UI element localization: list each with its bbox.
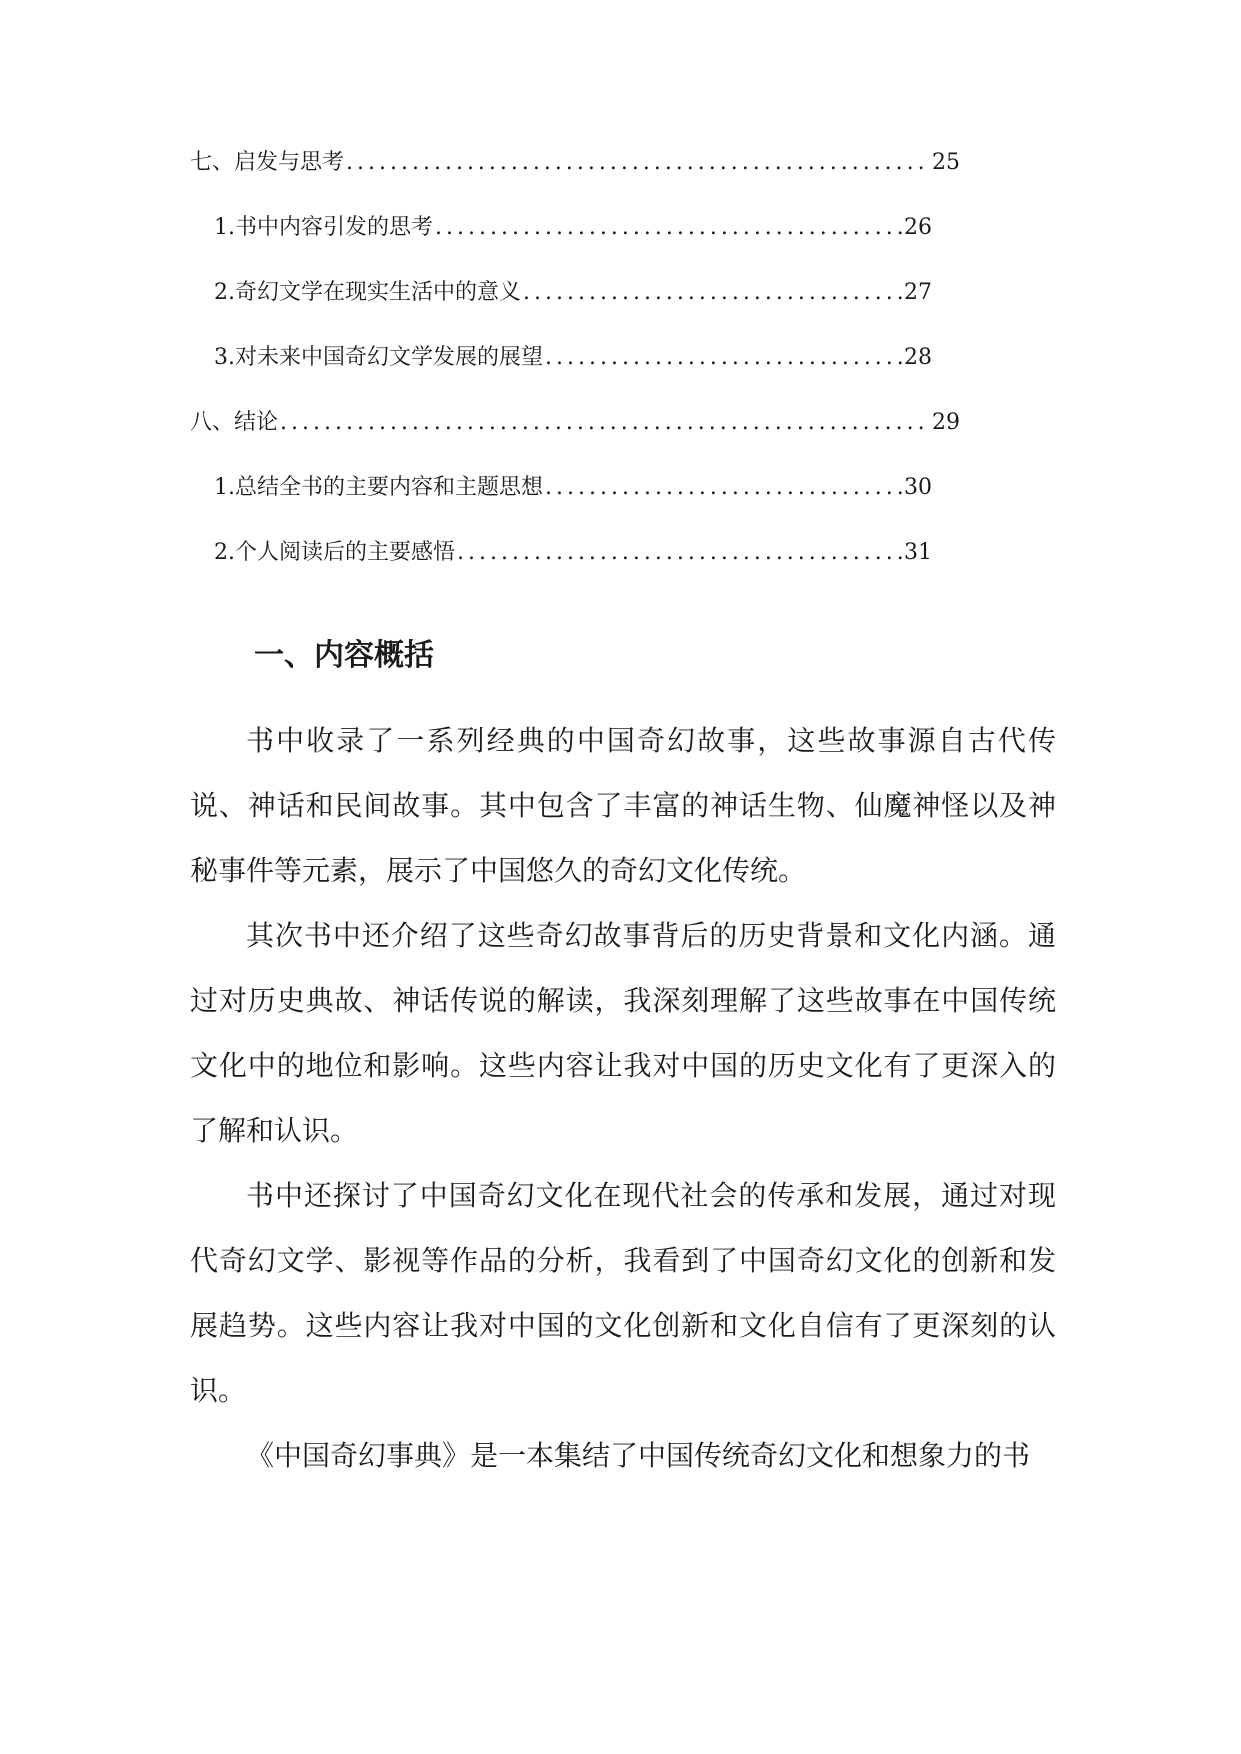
- toc-leader-dots: [523, 275, 902, 311]
- toc-entry-page: 25: [932, 150, 960, 175]
- toc-leader-dots: [545, 470, 902, 506]
- body-paragraph: 书中收录了一系列经典的中国奇幻故事，这些故事源自古代传说、神话和民间故事。其中包含了丰富的神话生物、仙魔神怪以及神秘事件等元素，展示了中国悠久的奇幻文化传统。: [190, 724, 1056, 887]
- toc-entry-page: 29: [932, 410, 960, 435]
- toc-entry-page: 31: [904, 540, 932, 565]
- toc-entry-page: 26: [904, 215, 932, 240]
- toc-entry-title: 对未来中国奇幻文学发展的展望: [235, 345, 544, 370]
- toc-entry-number: 2.: [214, 540, 235, 565]
- toc-entry-number: 2.: [214, 280, 235, 305]
- toc-entry-page: 30: [904, 475, 932, 500]
- body-paragraph: 书中还探讨了中国奇幻文化在现代社会的传承和发展，通过对现代奇幻文学、影视等作品的分析，我看到了中国奇幻文化的创新和发展趋势。这些内容让我对中国的文化创新和文化自信有了更深刻的认识。: [190, 1179, 1056, 1407]
- toc-entry-number: 1.: [214, 215, 235, 240]
- toc-entry[interactable]: [190, 210, 932, 275]
- toc-entry[interactable]: [190, 275, 932, 340]
- toc-entry-number: 3.: [214, 345, 235, 370]
- toc-entry-title: 八、结论: [190, 410, 279, 435]
- section-heading: 一、内容概括: [254, 638, 434, 673]
- table-of-contents: [190, 145, 960, 600]
- toc-entry-title: 总结全书的主要内容和主题思想: [235, 475, 544, 500]
- toc-entry[interactable]: [190, 145, 960, 210]
- section-body: [190, 708, 1056, 1488]
- toc-entry-title: 书中内容引发的思考: [235, 215, 434, 240]
- toc-leader-dots: [457, 535, 902, 571]
- toc-entry-page: 27: [904, 280, 932, 305]
- toc-entry[interactable]: [190, 405, 960, 470]
- toc-entry-page: 28: [904, 345, 932, 370]
- toc-entry-title: 个人阅读后的主要感悟: [235, 540, 456, 565]
- toc-entry-title: 奇幻文学在现实生活中的意义: [235, 280, 522, 305]
- body-paragraph: 《中国奇幻事典》是一本集结了中国传统奇幻文化和想象力的书: [246, 1439, 1031, 1472]
- body-paragraph: 其次书中还介绍了这些奇幻故事背后的历史背景和文化内涵。通过对历史典故、神话传说的解读，我深刻理解了这些故事在中国传统文化中的地位和影响。这些内容让我对中国的历史文化有了更深入的了解和认识。: [190, 919, 1056, 1147]
- toc-entry[interactable]: [190, 340, 932, 405]
- toc-entry-title: 七、启发与思考: [190, 150, 345, 175]
- toc-entry[interactable]: [190, 470, 932, 535]
- toc-entry[interactable]: [190, 535, 932, 600]
- toc-leader-dots: [346, 145, 930, 181]
- toc-leader-dots: [280, 405, 930, 441]
- toc-leader-dots: [545, 340, 902, 376]
- toc-leader-dots: [435, 210, 902, 246]
- toc-entry-number: 1.: [214, 475, 235, 500]
